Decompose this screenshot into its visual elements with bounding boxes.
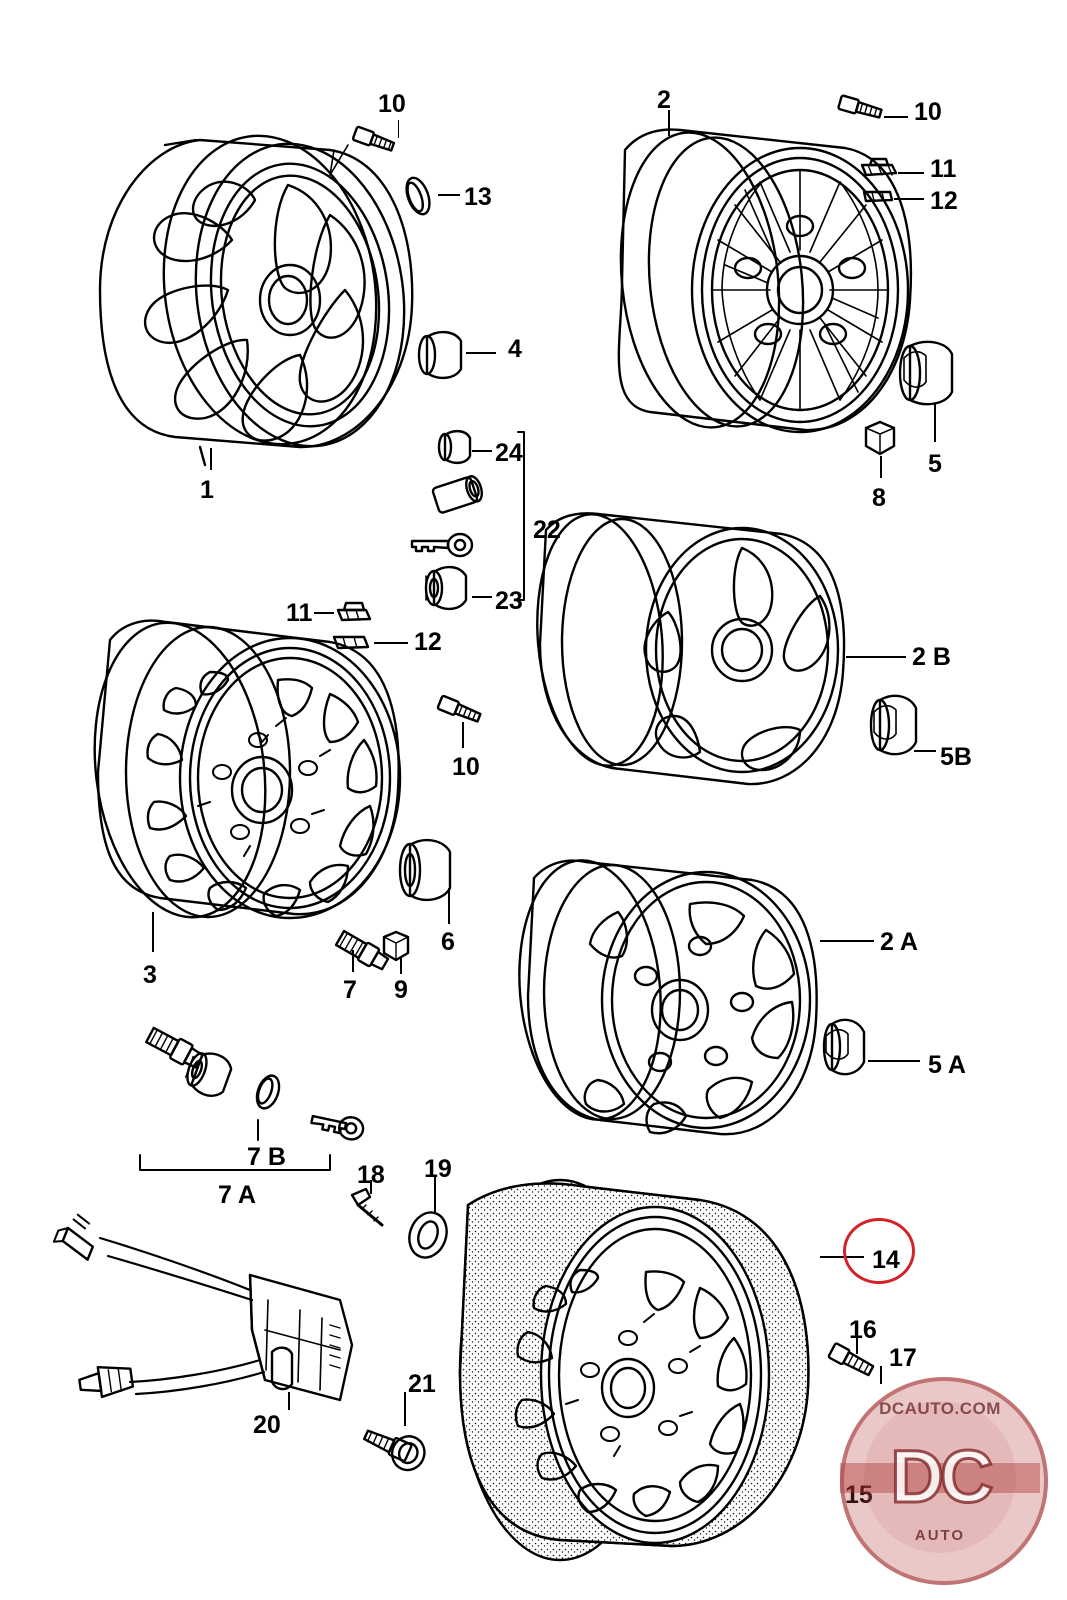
leader-line (400, 958, 402, 974)
callout-14: 14 (872, 1246, 900, 1274)
leader-line (398, 120, 399, 138)
callout-4: 4 (508, 335, 522, 363)
leader-line (846, 656, 906, 658)
callout-11-a: 11 (930, 155, 957, 183)
callout-10-b: 10 (914, 98, 942, 126)
dcauto-watermark (840, 1377, 1055, 1592)
callout-2a: 2 A (880, 928, 918, 956)
callout-20: 20 (253, 1411, 281, 1439)
leader-line (288, 1392, 290, 1410)
leader-line (352, 950, 354, 972)
callout-15: 15 (845, 1481, 873, 1509)
callout-16: 16 (849, 1316, 877, 1344)
callout-22: 22 (533, 516, 561, 544)
leader-line (898, 172, 924, 174)
leader-line (404, 1392, 406, 1426)
leader-line (894, 198, 924, 200)
watermark-top-text: DCAUTO.COM (879, 1399, 1001, 1418)
leader-line (884, 116, 908, 118)
callout-11-b: 11 (286, 599, 313, 627)
leader-line (868, 1060, 920, 1062)
callout-17: 17 (889, 1344, 917, 1372)
callout-5: 5 (928, 450, 942, 478)
callout-7b: 7 B (247, 1143, 286, 1171)
leader-line (880, 456, 882, 478)
callout-8: 8 (872, 484, 886, 512)
callout-5a: 5 A (928, 1051, 966, 1079)
watermark-logo-text: DC (890, 1435, 990, 1518)
leader-line (820, 940, 874, 942)
callout-5b: 5B (940, 743, 972, 771)
leader-line (152, 912, 154, 952)
callout-1: 1 (200, 476, 214, 504)
leader-line (210, 448, 212, 470)
callout-9: 9 (394, 976, 408, 1004)
leader-line (374, 642, 408, 644)
callout-2b: 2 B (912, 643, 951, 671)
leader-line (934, 404, 936, 442)
callout-13: 13 (464, 183, 492, 211)
leader-line (462, 722, 464, 748)
callout-23: 23 (495, 587, 523, 615)
callout-18: 18 (357, 1161, 385, 1189)
callout-21: 21 (408, 1370, 436, 1398)
leader-line (914, 750, 936, 752)
leader-line (448, 888, 450, 924)
leader-line (472, 450, 492, 452)
leader-line (438, 194, 460, 196)
callout-19: 19 (424, 1155, 452, 1183)
leader-line (466, 352, 496, 354)
callout-12-a: 12 (930, 187, 958, 215)
callout-24: 24 (495, 439, 523, 467)
leader-line (472, 596, 492, 598)
callout-12-b: 12 (414, 628, 442, 656)
callout-6: 6 (441, 928, 455, 956)
callout-10-a: 10 (378, 90, 406, 118)
callout-7: 7 (343, 976, 357, 1004)
callout-7a: 7 A (218, 1181, 256, 1209)
callout-3: 3 (143, 961, 157, 989)
leader-line (314, 612, 334, 614)
callout-2: 2 (657, 86, 671, 114)
watermark-bottom-text: AUTO (914, 1527, 966, 1544)
callout-10-c: 10 (452, 753, 480, 781)
